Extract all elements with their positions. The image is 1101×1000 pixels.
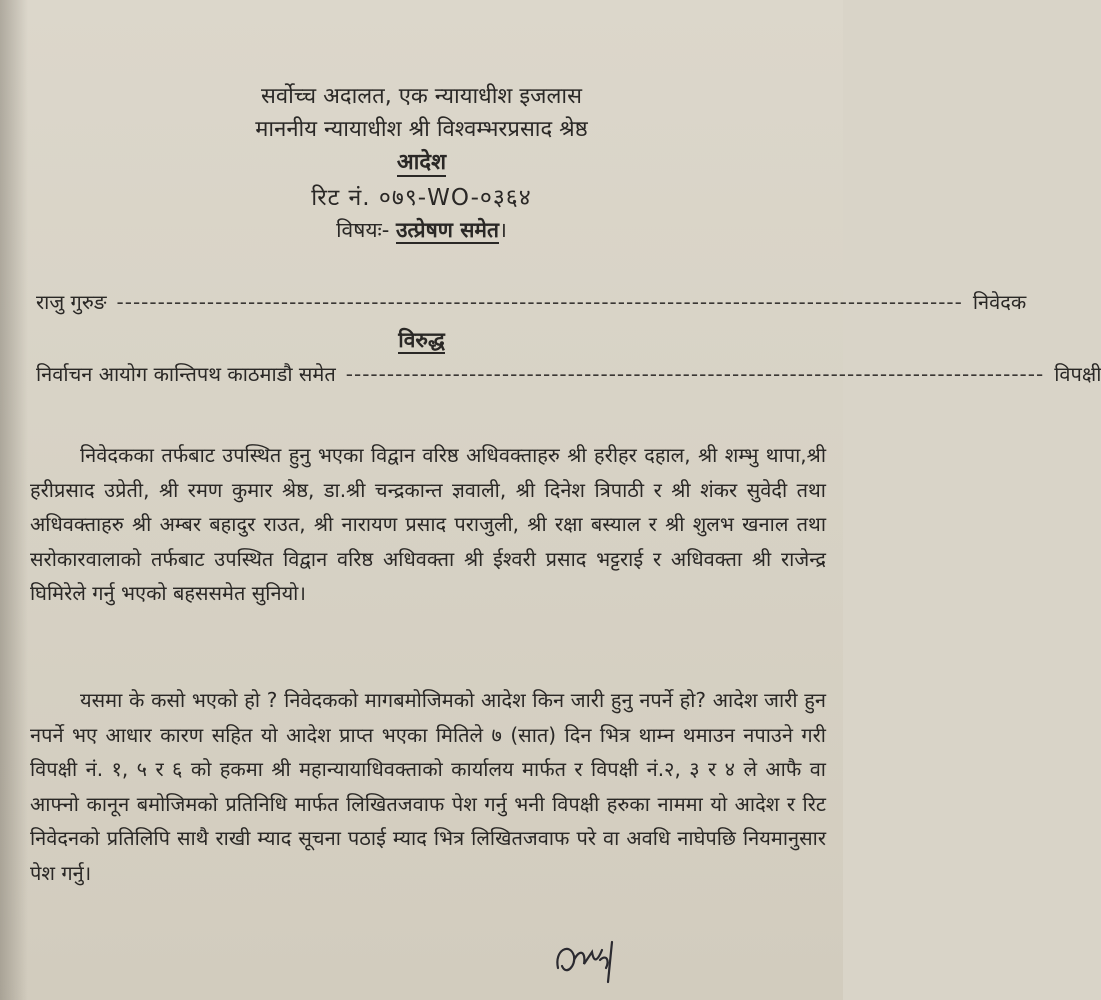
petitioner-role: निवेदक [972,290,1027,314]
court-name: सर्वोच्च अदालत, एक न्यायाधीश इजलास [261,84,582,109]
paragraph-order: यसमा के कसो भएको हो ? निवेदकको मागबमोजिमको आदेश किन जारी हुनु नपर्ने हो? आदेश जारी हुन नपर्ने भए आधार कारण सहित यो आदेश प्राप्त भएका मितिले ७ (सात) दिन भित्र थाम्न थमाउन नपाउने गरी विपक्षी नं. १, ५ र ६ को हकमा श्री महान्यायाधिवक्ताको कार्यालय मार्फत र विपक्षी नं.२, ३ र ४ ले आफै वा आफ्नो कानून बमोजिमको प्रतिनिधि मार्फत लिखितजवाफ पेश गर्नु भनी विपक्षी हरुका नाममा यो आदेश र रिट निवेदनको प्रतिलिपि साथै राखी म्याद सूचना पठाई म्याद भित्र लिखितजवाफ परे वा अवधि नाघेपछि नियमानुसार पेश गर्नु। [30,688,826,885]
subject-value: उत्प्रेषण समेत [396,218,499,242]
respondent-dashes: ------------------------------------------------------------------------------------- [345,362,1045,386]
respondent-row [36,360,1101,387]
signature-icon [548,930,638,990]
petitioner-dashes: ------------------------------------------------------------------------------------------------------- [116,290,963,314]
document-type [0,146,843,176]
subject-line [0,216,843,244]
document-type-text: आदेश [396,150,447,175]
versus-heading [0,326,843,354]
versus-text: विरुद्ध [398,328,445,352]
subject-end: । [498,218,507,242]
petitioner-name: राजु गुरुङ [36,290,107,314]
judge-name: माननीय न्यायाधीश श्री विश्वम्भरप्रसाद श्रेष्ठ [255,117,588,142]
petitioner-row [36,288,1027,315]
respondent-role: विपक्षी [1054,362,1101,386]
paragraph-hearing: निवेदकका तर्फबाट उपस्थित हुनु भएका विद्वान वरिष्ठ अधिवक्ताहरु श्री हरीहर दहाल, श्री शम्भु थापा,श्री हरीप्रसाद उप्रेती, श्री रमण कुमार श्रेष्ठ, डा.श्री चन्द्रकान्त ज्ञवाली, श्री दिनेश त्रिपाठी र श्री शंकर सुवेदी तथा अधिवक्ताहरु श्री अम्बर बहादुर राउत, श्री नारायण प्रसाद पराजुली, श्री रक्षा बस्याल र श्री शुलभ खनाल तथा सरोकारवालाको तर्फबाट उपस्थित विद्वान वरिष्ठ अधिवक्ता श्री ईश्वरी प्रसाद भट्टराई र अधिवक्ता श्री राजेन्द्र घिमिरेले गर्नु भएको बहससमेत सुनियो। [30,443,826,605]
respondent-name: निर्वाचन आयोग कान्तिपथ काठमाडौ समेत [36,362,336,386]
subject-label: विषयः- [336,218,390,242]
writ-number: रिट नं. ०७९-WO-०३६४ [311,185,532,211]
